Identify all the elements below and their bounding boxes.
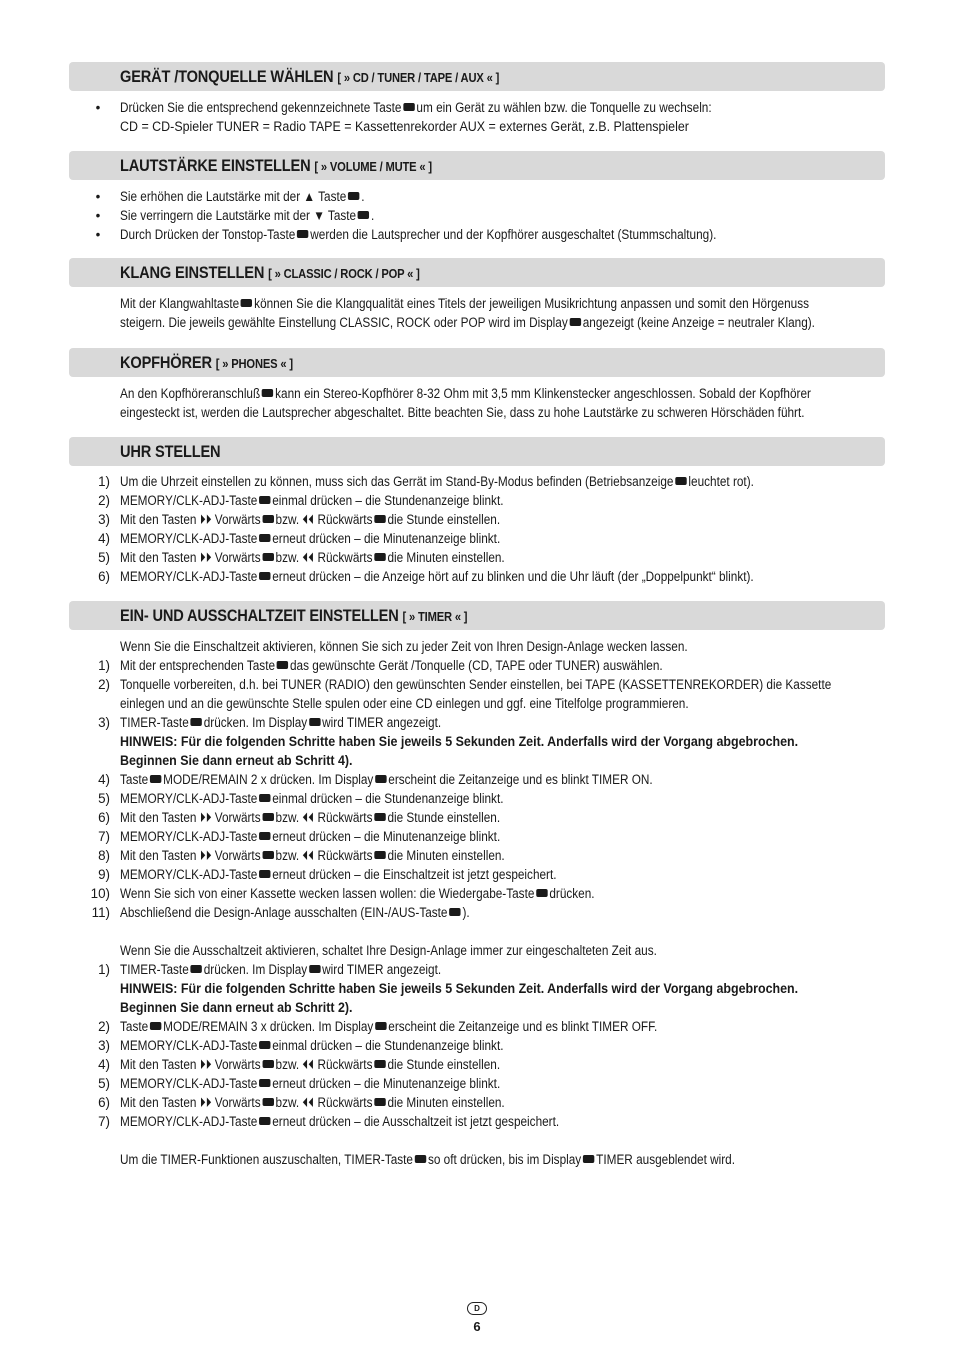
text: MEMORY/CLK-ADJ-Taste [120, 1038, 258, 1053]
section-title: UHR STELLEN [120, 441, 221, 461]
text: drücken. [549, 886, 595, 901]
text: um ein Gerät zu wählen bzw. die Tonquelle zu wechseln: [416, 100, 712, 115]
bullet: • [95, 189, 101, 204]
emphasis-text: TIMER-Funktionen auszuschalten [160, 1152, 338, 1167]
text: drücken. Im Display [203, 962, 308, 977]
text: erneut drücken – die Einschaltzeit ist jetzt gespeichert. [272, 867, 557, 882]
text: erscheint die Zeitanzeige und es blinkt TIMER ON. [388, 772, 653, 787]
step-number: 3) [98, 1038, 110, 1053]
section-subtitle: [ » CLASSIC / ROCK / POP « ] [268, 265, 420, 281]
text: einmal drücken – die Stundenanzeige blinkt. [272, 1038, 504, 1053]
key-icon [262, 1060, 273, 1068]
key-icon [403, 103, 414, 111]
bullet: • [95, 208, 101, 223]
section-header-clock [69, 437, 885, 466]
text: wird TIMER angezeigt. [322, 715, 442, 730]
display-icon [309, 718, 320, 726]
section-header-volume [69, 151, 885, 180]
text: . [371, 208, 375, 223]
section-header-phones [69, 348, 885, 377]
key-icon [374, 813, 385, 821]
section-subtitle: [ » TIMER « ] [402, 608, 468, 624]
text: bzw. ⏴⏴ Rückwärts [275, 1057, 373, 1072]
text: so oft drücken, bis im Display [427, 1152, 582, 1167]
text: kann ein Stereo-Kopfhörer 8-32 Ohm mit 3,5 mm Klinkenstecker angeschlossen. Sobald der Kopfhörer [275, 386, 811, 401]
text: bzw. ⏴⏴ Rückwärts [275, 550, 373, 565]
text: Mit den Tasten ⏵⏵ Vorwärts [120, 810, 261, 825]
text: bzw. ⏴⏴ Rückwärts [275, 810, 373, 825]
text: Mit der Klangwahltaste [120, 296, 240, 311]
key-icon [259, 1079, 270, 1087]
text: MEMORY/CLK-ADJ-Taste [120, 1114, 258, 1129]
text: erneut drücken – die Minutenanzeige blinkt. [272, 1076, 501, 1091]
text: , können Sie sich zu jeder Zeit von Ihren Design-Anlage wecken lassen. [313, 639, 688, 654]
text: , TIMER-Taste [337, 1152, 413, 1167]
key-icon [259, 870, 270, 878]
text: MEMORY/CLK-ADJ-Taste [120, 829, 258, 844]
key-icon [262, 1098, 273, 1106]
text: die Stunde einstellen. [387, 810, 501, 825]
text: Mit der entsprechenden Taste [120, 658, 276, 673]
section-body-volume [0, 187, 954, 244]
step-number: 1) [98, 474, 110, 489]
step-number: 11) [91, 905, 110, 920]
key-icon [415, 1155, 426, 1163]
display-icon [570, 318, 581, 326]
text: bzw. ⏴⏴ Rückwärts [275, 512, 373, 527]
text: Mit den Tasten ⏵⏵ Vorwärts [120, 550, 261, 565]
key-icon [536, 889, 547, 897]
key-icon [259, 572, 270, 580]
step-number: 8) [98, 848, 110, 863]
step-number: 2) [98, 493, 110, 508]
section-title: GERÄT /TONQUELLE WÄHLEN [120, 66, 334, 86]
text: CD = CD-Spieler TUNER = Radio TAPE = Kassettenrekorder AUX = externes Gerät, z.B. Plattenspieler [120, 119, 689, 134]
text: wird TIMER angezeigt. [322, 962, 442, 977]
text: MODE/REMAIN 3 x drücken. Im Display [163, 1019, 374, 1034]
key-icon [358, 211, 369, 219]
key-icon [374, 553, 385, 561]
text: MODE/REMAIN 2 x drücken. Im Display [163, 772, 374, 787]
key-icon [150, 775, 161, 783]
text: angezeigt (keine Anzeige = neutraler Klang). [582, 315, 815, 330]
text: Mit den Tasten ⏵⏵ Vorwärts [120, 1057, 261, 1072]
step-number: 1) [98, 962, 110, 977]
bullet: • [95, 100, 101, 115]
display-icon [375, 775, 386, 783]
text: die Stunde einstellen. [387, 1057, 501, 1072]
page-number: 6 [473, 1319, 481, 1334]
key-icon [259, 534, 270, 542]
display-icon [309, 965, 320, 973]
step-number: 6) [98, 1095, 110, 1110]
key-icon [262, 515, 273, 523]
text: Taste [120, 772, 149, 787]
text: ). [462, 905, 470, 920]
key-icon [277, 661, 288, 669]
text: Taste [120, 1019, 149, 1034]
step-number: 9) [98, 867, 110, 882]
text: TIMER-Taste [120, 962, 189, 977]
emphasis-text: Ausschaltzeit aktivieren [192, 943, 316, 958]
text: Wenn Sie die [120, 639, 190, 654]
key-icon [241, 299, 252, 307]
text: das gewünschte Gerät /Tonquelle (CD, TAPE oder TUNER) auswählen. [289, 658, 663, 673]
text: TIMER-Taste [120, 715, 189, 730]
note-text: HINWEIS: Für die folgenden Schritte haben Sie jeweils 5 Sekunden Zeit. Anderfalls wird der Vorgang abgebrochen. [120, 981, 799, 996]
language-badge: D [467, 1302, 487, 1315]
note-text: Beginnen Sie dann erneut ab Schritt 2). [120, 1000, 353, 1015]
key-icon [262, 851, 273, 859]
key-icon [259, 496, 270, 504]
key-icon [191, 965, 202, 973]
text: einlegen und an die gewünschte Stelle spulen oder eine CD einlegen und ggf. eine Titelfolge programmieren. [120, 696, 689, 711]
text: TIMER ausgeblendet wird. [596, 1152, 736, 1167]
step-number: 4) [98, 531, 110, 546]
text: werden die Lautsprecher und der Kopfhörer ausgeschaltet (Stummschaltung). [310, 227, 717, 242]
step-number: 2) [98, 677, 110, 692]
section-body-clock [0, 472, 954, 586]
key-icon [191, 718, 202, 726]
text: Drücken Sie die entsprechend gekennzeichnete Taste [120, 100, 402, 115]
text: Sie verringern die Lautstärke mit der ▼ Taste [120, 208, 357, 223]
step-number: 3) [98, 715, 110, 730]
section-header-sound [69, 258, 885, 287]
section-subtitle: [ » VOLUME / MUTE « ] [314, 158, 432, 174]
text: , schaltet Ihre Design-Anlage immer zur eingeschalteten Zeit aus. [315, 943, 657, 958]
key-icon [374, 851, 385, 859]
step-number: 4) [98, 1057, 110, 1072]
text: MEMORY/CLK-ADJ-Taste [120, 867, 258, 882]
step-number: 6) [98, 569, 110, 584]
text: Sie erhöhen die Lautstärke mit der ▲ Taste [120, 189, 347, 204]
text: MEMORY/CLK-ADJ-Taste [120, 493, 258, 508]
text: erscheint die Zeitanzeige und es blinkt TIMER OFF. [388, 1019, 658, 1034]
step-number: 4) [98, 772, 110, 787]
text: die Minuten einstellen. [387, 550, 505, 565]
text: MEMORY/CLK-ADJ-Taste [120, 791, 258, 806]
step-number: 5) [98, 1076, 110, 1091]
text: bzw. ⏴⏴ Rückwärts [275, 848, 373, 863]
text: Wenn Sie die [120, 943, 190, 958]
text: die Minuten einstellen. [387, 848, 505, 863]
text: steigern. Die jeweils gewählte Einstellung CLASSIC, ROCK oder POP wird im Display [120, 315, 568, 330]
text: eingesteckt ist, werden die Lautsprecher abgeschaltet. Bitte beachten Sie, dass zu hohe Lautstärke zu schweren Hörschäden führt. [120, 405, 805, 420]
key-icon [262, 389, 273, 397]
section-title: KLANG EINSTELLEN [120, 262, 265, 282]
section-body-phones [0, 384, 954, 422]
key-icon [262, 813, 273, 821]
emphasis-text: Einschaltzeit aktivieren [193, 639, 314, 654]
text: bzw. ⏴⏴ Rückwärts [275, 1095, 373, 1110]
text: Abschließend die Design-Anlage ausschalten (EIN-/AUS-Taste [120, 905, 448, 920]
text: MEMORY/CLK-ADJ-Taste [120, 531, 258, 546]
text: erneut drücken – die Minutenanzeige blinkt. [272, 531, 501, 546]
key-icon [150, 1022, 161, 1030]
section-title: LAUTSTÄRKE EINSTELLEN [120, 155, 311, 175]
step-number: 7) [98, 829, 110, 844]
step-number: 3) [98, 512, 110, 527]
text: Um die [120, 1152, 158, 1167]
key-icon [259, 1117, 270, 1125]
key-icon [675, 477, 686, 485]
section-body-timer [0, 637, 954, 1169]
note-text: Beginnen Sie dann erneut ab Schritt 4). [120, 753, 353, 768]
section-title: EIN- UND AUSSCHALTZEIT EINSTELLEN [120, 605, 399, 625]
key-icon [297, 230, 308, 238]
step-number: 10) [90, 886, 110, 901]
text: einmal drücken – die Stundenanzeige blinkt. [272, 493, 504, 508]
section-body-sound [0, 294, 954, 332]
text: leuchtet rot). [688, 474, 754, 489]
step-number: 5) [98, 550, 110, 565]
step-number: 6) [98, 810, 110, 825]
text: drücken. Im Display [203, 715, 308, 730]
text: erneut drücken – die Anzeige hört auf zu blinken und die Uhr läuft (der „Doppelpunkt“ blinkt). [272, 569, 754, 584]
text: Mit den Tasten ⏵⏵ Vorwärts [120, 1095, 261, 1110]
text: erneut drücken – die Minutenanzeige blinkt. [272, 829, 501, 844]
text: können Sie die Klangqualität eines Titels der jeweiligen Musikrichtung anpassen und somit den Hörgenuss [254, 296, 809, 311]
key-icon [262, 553, 273, 561]
key-icon [374, 1060, 385, 1068]
text: Wenn Sie sich von einer Kassette wecken lassen wollen: die Wiedergabe-Taste [120, 886, 535, 901]
text: Um die Uhrzeit einstellen zu können, muss sich das Gerrät im Stand-By-Modus befinden (Betriebsanzeige [120, 474, 674, 489]
text: einmal drücken – die Stundenanzeige blinkt. [272, 791, 504, 806]
key-icon [374, 515, 385, 523]
text: An den Kopfhöreranschluß [120, 386, 261, 401]
section-title: KOPFHÖRER [120, 352, 212, 372]
bullet: • [95, 227, 101, 242]
text: Tonquelle vorbereiten, d.h. bei TUNER (RADIO) den gewünschten Sender einstellen, bei TAPE (KASSETTENREKORDER) die Kassette [120, 677, 832, 692]
section-header-source [69, 62, 885, 91]
text: MEMORY/CLK-ADJ-Taste [120, 569, 258, 584]
text: MEMORY/CLK-ADJ-Taste [120, 1076, 258, 1091]
display-icon [583, 1155, 594, 1163]
step-number: 1) [98, 658, 110, 673]
text: Mit den Tasten ⏵⏵ Vorwärts [120, 848, 261, 863]
key-icon [348, 192, 359, 200]
display-icon [375, 1022, 386, 1030]
key-icon [259, 832, 270, 840]
section-header-timer [69, 601, 885, 630]
step-number: 2) [98, 1019, 110, 1034]
step-number: 5) [98, 791, 110, 806]
text: . [361, 189, 365, 204]
section-body-source [0, 98, 954, 136]
key-icon [259, 794, 270, 802]
section-subtitle: [ » CD / TUNER / TAPE / AUX « ] [337, 69, 500, 85]
step-number: 7) [98, 1114, 110, 1129]
text: die Stunde einstellen. [387, 512, 501, 527]
key-icon [259, 1041, 270, 1049]
text: Durch Drücken der Tonstop-Taste [120, 227, 296, 242]
section-subtitle: [ » PHONES « ] [215, 355, 293, 371]
key-icon [374, 1098, 385, 1106]
text: erneut drücken – die Ausschaltzeit ist jetzt gespeichert. [272, 1114, 560, 1129]
text: die Minuten einstellen. [387, 1095, 505, 1110]
text: Mit den Tasten ⏵⏵ Vorwärts [120, 512, 261, 527]
key-icon [449, 908, 460, 916]
note-text: HINWEIS: Für die folgenden Schritte haben Sie jeweils 5 Sekunden Zeit. Anderfalls wird der Vorgang abgebrochen. [120, 734, 799, 749]
